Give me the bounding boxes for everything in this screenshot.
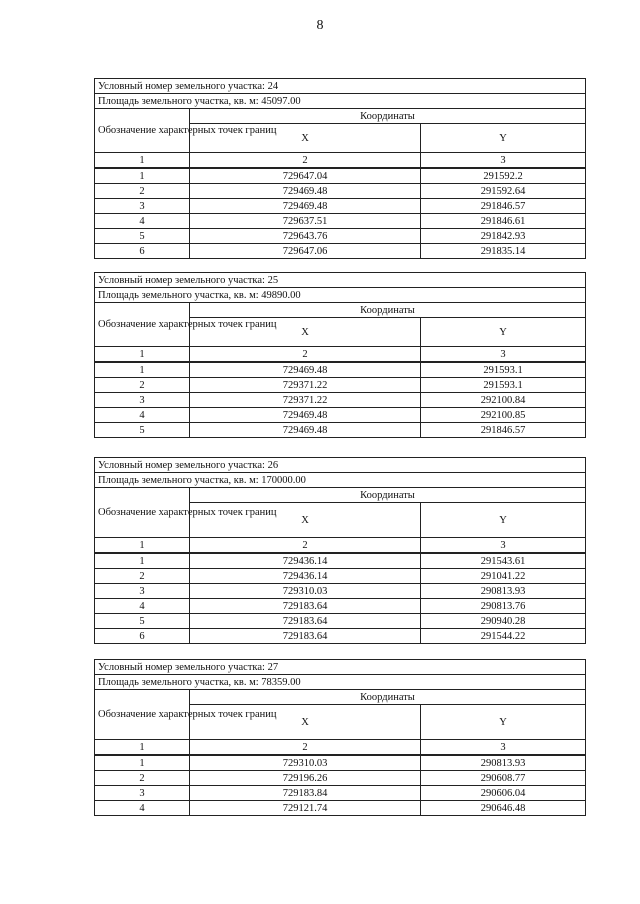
table-row: [95, 378, 586, 393]
coordinates-header: Координаты: [190, 109, 586, 124]
point-number: 5: [95, 423, 190, 438]
plot-number-label: Условный номер земельного участка: 26: [95, 458, 586, 473]
table-row: [95, 168, 586, 184]
point-number: 2: [95, 378, 190, 393]
point-number: 4: [95, 214, 190, 229]
y-header: Y: [421, 124, 586, 153]
y-value: 291592.2: [421, 168, 586, 184]
x-value: 729647.06: [190, 244, 421, 259]
column-index: 3: [421, 347, 586, 363]
coordinates-header: Координаты: [190, 303, 586, 318]
point-number: 4: [95, 599, 190, 614]
y-value: 290646.48: [421, 801, 586, 816]
plot-area-label: Площадь земельного участка, кв. м: 49890.00: [95, 288, 586, 303]
table-row: [95, 755, 586, 771]
column-index: 1: [95, 740, 190, 756]
table-row: [95, 786, 586, 801]
y-value: 291593.1: [421, 378, 586, 393]
descriptor-header: Обозначение характерных точек границ: [95, 303, 190, 347]
point-number: 2: [95, 569, 190, 584]
plot-number-label: Условный номер земельного участка: 24: [95, 79, 586, 94]
table-row: [95, 614, 586, 629]
x-value: 729183.84: [190, 786, 421, 801]
x-value: 729183.64: [190, 614, 421, 629]
y-value: 291846.57: [421, 423, 586, 438]
table-row: [95, 229, 586, 244]
column-index: 1: [95, 347, 190, 363]
x-value: 729183.64: [190, 599, 421, 614]
table-row: [95, 393, 586, 408]
table-row: [95, 569, 586, 584]
x-value: 729310.03: [190, 755, 421, 771]
y-value: 291835.14: [421, 244, 586, 259]
plot-table-26: [94, 457, 586, 644]
point-number: 4: [95, 408, 190, 423]
plot-table-25: [94, 272, 586, 438]
table-row: [95, 599, 586, 614]
plot-number-label: Условный номер земельного участка: 25: [95, 273, 586, 288]
point-number: 4: [95, 801, 190, 816]
plot-table-27: [94, 659, 586, 816]
x-header: X: [190, 503, 421, 538]
y-value: 291846.57: [421, 199, 586, 214]
y-value: 290940.28: [421, 614, 586, 629]
y-value: 290813.76: [421, 599, 586, 614]
x-value: 729469.48: [190, 408, 421, 423]
x-header: X: [190, 318, 421, 347]
plot-area-label: Площадь земельного участка, кв. м: 78359.00: [95, 675, 586, 690]
column-index: 2: [190, 347, 421, 363]
x-value: 729637.51: [190, 214, 421, 229]
table-row: [95, 199, 586, 214]
x-value: 729469.48: [190, 362, 421, 378]
point-number: 2: [95, 184, 190, 199]
table-row: [95, 801, 586, 816]
y-value: 291593.1: [421, 362, 586, 378]
point-number: 1: [95, 553, 190, 569]
y-value: 291041.22: [421, 569, 586, 584]
table-row: [95, 362, 586, 378]
y-value: 291592.64: [421, 184, 586, 199]
x-value: 729371.22: [190, 393, 421, 408]
point-number: 3: [95, 393, 190, 408]
y-value: 291846.61: [421, 214, 586, 229]
point-number: 1: [95, 362, 190, 378]
x-value: 729643.76: [190, 229, 421, 244]
point-number: 2: [95, 771, 190, 786]
point-number: 3: [95, 786, 190, 801]
x-value: 729371.22: [190, 378, 421, 393]
table-row: [95, 244, 586, 259]
table-row: [95, 184, 586, 199]
y-value: 290813.93: [421, 755, 586, 771]
column-index: 2: [190, 538, 421, 554]
plot-area-label: Площадь земельного участка, кв. м: 170000.00: [95, 473, 586, 488]
column-index: 2: [190, 740, 421, 756]
coordinates-header: Координаты: [190, 488, 586, 503]
y-value: 292100.84: [421, 393, 586, 408]
y-value: 291544.22: [421, 629, 586, 644]
x-value: 729469.48: [190, 199, 421, 214]
table-row: [95, 771, 586, 786]
x-value: 729183.64: [190, 629, 421, 644]
descriptor-header: Обозначение характерных точек границ: [95, 690, 190, 740]
point-number: 5: [95, 229, 190, 244]
point-number: 6: [95, 629, 190, 644]
y-value: 291842.93: [421, 229, 586, 244]
table-row: [95, 553, 586, 569]
y-value: 291543.61: [421, 553, 586, 569]
descriptor-header: Обозначение характерных точек границ: [95, 488, 190, 538]
point-number: 6: [95, 244, 190, 259]
column-index: 1: [95, 538, 190, 554]
point-number: 5: [95, 614, 190, 629]
column-index: 1: [95, 153, 190, 169]
table-row: [95, 408, 586, 423]
x-value: 729469.48: [190, 423, 421, 438]
x-value: 729310.03: [190, 584, 421, 599]
descriptor-header: Обозначение характерных точек границ: [95, 109, 190, 153]
y-value: 290606.04: [421, 786, 586, 801]
plot-number-label: Условный номер земельного участка: 27: [95, 660, 586, 675]
column-index: 3: [421, 538, 586, 554]
point-number: 3: [95, 584, 190, 599]
table-row: [95, 584, 586, 599]
x-value: 729436.14: [190, 553, 421, 569]
column-index: 2: [190, 153, 421, 169]
x-value: 729647.04: [190, 168, 421, 184]
plot-area-label: Площадь земельного участка, кв. м: 45097.00: [95, 94, 586, 109]
point-number: 3: [95, 199, 190, 214]
point-number: 1: [95, 168, 190, 184]
y-value: 290813.93: [421, 584, 586, 599]
x-value: 729121.74: [190, 801, 421, 816]
column-index: 3: [421, 153, 586, 169]
x-header: X: [190, 124, 421, 153]
y-value: 292100.85: [421, 408, 586, 423]
page-number: 8: [316, 18, 324, 33]
table-row: [95, 214, 586, 229]
table-row: [95, 629, 586, 644]
y-value: 290608.77: [421, 771, 586, 786]
y-header: Y: [421, 705, 586, 740]
x-value: 729436.14: [190, 569, 421, 584]
x-value: 729469.48: [190, 184, 421, 199]
x-header: X: [190, 705, 421, 740]
y-header: Y: [421, 318, 586, 347]
table-row: [95, 423, 586, 438]
y-header: Y: [421, 503, 586, 538]
column-index: 3: [421, 740, 586, 756]
plot-table-24: [94, 78, 586, 259]
x-value: 729196.26: [190, 771, 421, 786]
point-number: 1: [95, 755, 190, 771]
coordinates-header: Координаты: [190, 690, 586, 705]
